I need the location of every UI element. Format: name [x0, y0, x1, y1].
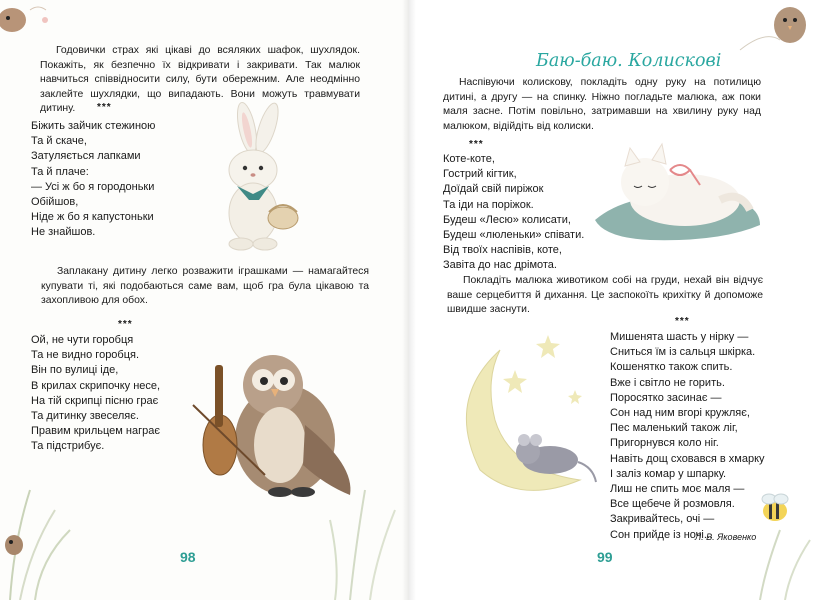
- poem-line: Та й плаче:: [31, 165, 89, 178]
- poem-line: Не знайшов.: [31, 226, 96, 239]
- grass-decoration-center: [320, 470, 405, 600]
- poem-line: Ой, не чути горобця: [31, 334, 134, 346]
- poem-line: Коте-коте,: [443, 153, 495, 165]
- moon-mouse-illustration: [440, 330, 600, 505]
- poem-line: Сон над ним вгорі кружляє,: [610, 407, 750, 420]
- poem-line: Будеш «люленьки» співати.: [443, 229, 585, 242]
- right-intro-paragraph: Наспівуючи колискову, покладіть одну руку на потилицю дитині, а другу — на спинку. Ніжно погладьте малюка, аж поки маля засне. Потім повільно, затримавши на хвилину руку над малюком, відійдіть від колиски.: [443, 77, 761, 132]
- grass-decoration-right: [740, 520, 818, 600]
- poem-line: І заліз комар у шпарку.: [610, 467, 727, 480]
- poem-line: Від твоїх наспівів, коте,: [443, 244, 562, 257]
- poem-line: Обійшов,: [31, 196, 79, 209]
- poem-line: В крилах скрипочку несе,: [31, 379, 161, 392]
- right-paragraph-heartbeat: Покладіть малюка животиком собі на груди, нехай він відчує ваше серцебиття й дихання. Це заспокоїть крихітку й допоможе швидше заснути.: [447, 275, 763, 316]
- poem-line: Та іди на поріжок.: [443, 198, 534, 211]
- poem-line: На тій скрипці пісню грає: [31, 394, 159, 407]
- poem-line: Пес маленький також ліг,: [610, 422, 738, 435]
- poem-line: — Усі ж бо я городоньки: [31, 180, 155, 193]
- left-paragraph-toys: Заплакану дитину легко розважити іграшками — намагайтеся купувати ті, які подобаються саме вам, щоб гра була цікавою та захопливою для обох.: [41, 266, 369, 307]
- poem-line: Мишенята шасть у нірку —: [610, 331, 749, 343]
- poem-line: Сон прийде із ночі...: [610, 528, 713, 541]
- grass-decoration-left: [0, 470, 90, 600]
- book-gutter: [402, 0, 416, 600]
- poem-line: Гострий кігтик,: [443, 168, 517, 181]
- left-poem-hare: [31, 119, 155, 241]
- right-poem-mice: [610, 330, 765, 543]
- poem-line: Та дитинку звеселяє.: [31, 410, 139, 423]
- poem-line: Правим крильцем награє: [31, 425, 160, 438]
- poem-line: Пригорнувся коло ніг.: [610, 437, 719, 450]
- poem-line: Біжить зайчик стежиною: [31, 120, 156, 132]
- poem-line: Закривайтесь, очі —: [610, 513, 715, 526]
- chapter-heading: Баю-баю. Колискові: [536, 51, 722, 71]
- poem-attribution: Л. В. Яковенко: [695, 532, 757, 542]
- poem-line: Навіть дощ сховався в хмарку: [610, 452, 765, 465]
- right-stars-1: ***: [469, 139, 484, 150]
- bird-decoration-top-right: [735, 0, 818, 60]
- poem-line: Та не видно горобця.: [31, 349, 140, 362]
- poem-line: Та підстрибує.: [31, 440, 105, 453]
- cat-pillow-illustration: [590, 130, 765, 245]
- poem-line: Поросятко засинає —: [610, 391, 722, 404]
- left-intro-paragraph: Годовички страх які цікаві до всяляких шафок, шухлядок. Покажіть, як безпечно їх відкривати і закривати. Так малюк навчиться співвідносити силу, бути обережним. Але неодмінно заклейте шухлядки, що випадають. Вони можуть травмувати дитину.: [40, 45, 360, 115]
- poem-line: Він по вулиці іде,: [31, 364, 119, 377]
- page-number-right: 99: [597, 549, 613, 565]
- poem-line: Сниться їм із сальця шкірка.: [610, 346, 756, 359]
- right-poem-cat: [443, 152, 584, 274]
- left-poem-sparrow: [31, 333, 160, 455]
- right-stars-2: ***: [675, 316, 690, 327]
- poem-line: Доїдай свій пиріжок: [443, 183, 544, 196]
- bird-decoration-top-left: [0, 0, 70, 45]
- poem-line: Будеш «Лесю» колисати,: [443, 213, 571, 226]
- poem-line: Кошенятко також спить.: [610, 361, 733, 374]
- poem-line: Лиш не спить моє маля —: [610, 483, 745, 496]
- poem-line: Затуляється лапками: [31, 150, 141, 163]
- bunny-illustration: [205, 98, 315, 258]
- poem-line: Завіта до нас дрімота.: [443, 259, 557, 272]
- poem-line: Ніде ж бо я капустоньки: [31, 211, 154, 224]
- poem-line: Все щебече й розмовля.: [610, 498, 735, 511]
- left-stars-2: ***: [118, 319, 133, 330]
- poem-line: Вже і світло не горить.: [610, 376, 725, 389]
- left-stars-1: ***: [97, 102, 112, 113]
- poem-line: Та й скаче,: [31, 135, 87, 148]
- page-number-left: 98: [180, 549, 196, 565]
